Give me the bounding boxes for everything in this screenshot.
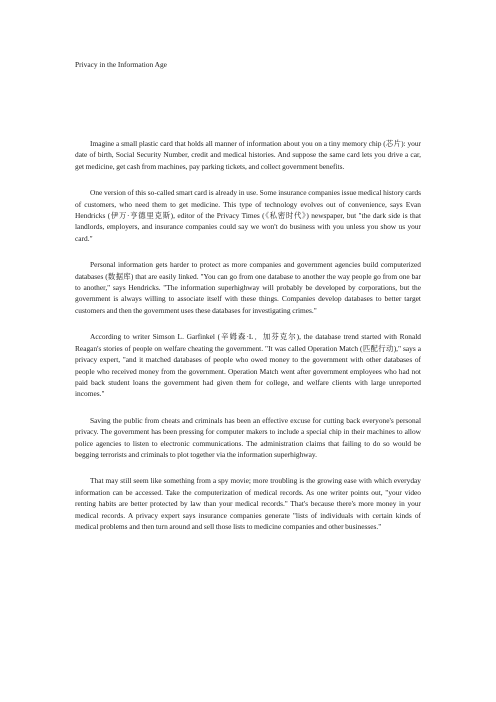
paragraph-5: Saving the public from cheats and criminals has been an effective excuse for cutting back everyone's personal privacy. The government has been pressing for computer makers to include a special chip in their machines to allow police agencies to listen to electronic communications. The administration claims that failing to do so would be begging terrorists and criminals to plot together via the information superhighway. bbox=[75, 415, 421, 459]
paragraph-1: Imagine a small plastic card that holds all manner of information about you on a tiny memory chip (芯片): your date of birth, Social Security Number, credit and medical histories. And suppose the same card lets you drive a car, get medicine, get cash from machines, pay parking tickets, and collect government benefits. bbox=[75, 139, 421, 171]
paragraph-6: That may still seem like something from a spy movie; more troubling is the growing ease with which everyday information can be accessed. Take the computerization of medical records. As one writer points out, "your video renting habits are better protected by law than your medical records." That's because there's more money in your medical records. A privacy expert says insurance companies generate "lists of individuals with certain kinds of medical problems and then turn around and sell those lists to medicine companies and other businesses." bbox=[75, 476, 421, 531]
paragraph-3: Personal information gets harder to protect as more companies and government agencies build computerized databases (数据库) that are easily linked. "You can go from one database to another the way people go from one bar to another," says Hendricks. "The information superhighway will probably be developed by corporations, but the government is always willing to associate itself with these things. Companies develop databases to better target customers and then the government uses these databases for investigating crimes." bbox=[75, 260, 421, 315]
document-title: Privacy in the Information Age bbox=[75, 60, 167, 69]
document-body bbox=[75, 138, 421, 547]
paragraph-2: One version of this so-called smart card is already in use. Some insurance companies issue medical history cards of customers, who need them to get medicine. This type of technology evolves out of convenience, says Evan Hendricks (伊万·亨德里克斯), editor of the Privacy Times (《私密时代》) newspaper, but "the dark side is that landlords, employers, and insurance companies could say we won't do business with you unless you show us your card." bbox=[75, 188, 421, 243]
paragraph-4: According to writer Simson L. Garfinkel (辛姆森·L．加芬克尔), the database trend started with Ronald Reagan's stories of people on welfare cheating the government. "It was called Operation Match (匹配行动)," says a privacy expert, "and it matched databases of people who owed money to the government with other databases of people who received money from the government. Operation Match went after government employees who had not paid back student loans the government had given them for college, and welfare clients with large unreported incomes." bbox=[75, 332, 421, 399]
